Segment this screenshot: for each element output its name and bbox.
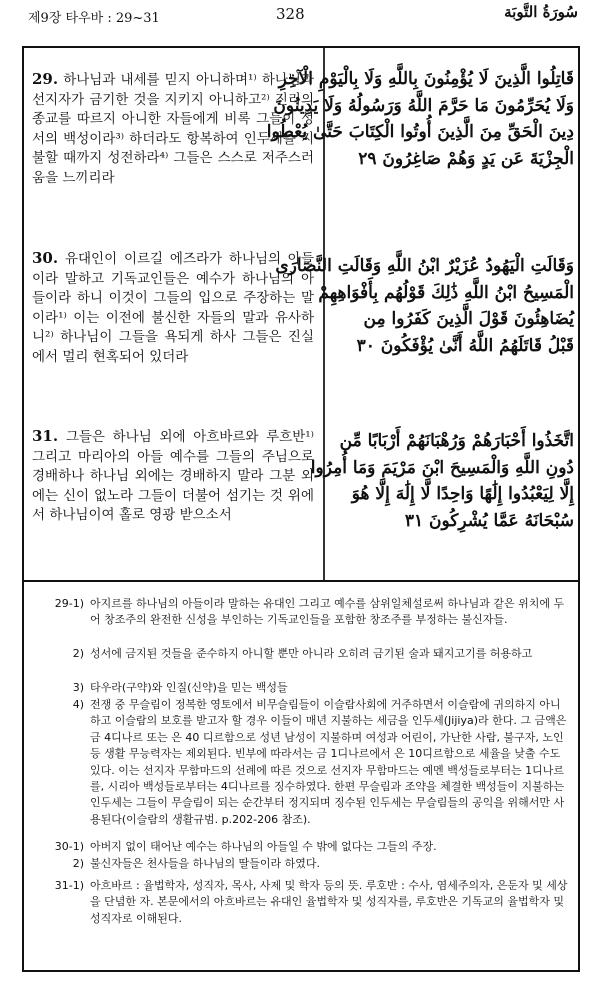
- arabic-line: قَبْلُ قَاتَلَهُمُ اللَّهُ أَنَّىٰ يُؤْفَكُونَ ٣٠: [356, 335, 574, 356]
- footnote-label: 29-1): [54, 597, 84, 610]
- page-header: [0, 0, 600, 30]
- footnote-text: 타우라(구약)와 인질(신약)을 믿는 백성들: [90, 681, 288, 694]
- chapter-reference: 제9장 타우바 : 29~31: [28, 11, 160, 26]
- page-number: 328: [276, 5, 305, 23]
- verse-text: 유대인이 이르길 에즈라가 하나님의 아들이라 말하고 기독교인들은 예수가 하나님의 아들이라 하니 이것이 그들의 입으로 주장하는 말이라¹⁾ 이는 이전에 불신한 자들의 말과 유사하니²⁾ 하나님이 그들을 욕되게 하사 그들은 진실에서 멀리 현혹되어 있더라: [32, 251, 314, 365]
- verse-31-arabic: [310, 428, 574, 534]
- footnote-text: 아지르를 하나님의 아들이라 말하는 유대인 그리고 예수를 삼위일체설로써 하나님과 같은 위치에 두어 창조주의 완전한 신성을 부인하는 기독교인들을 포함한 창조주를 부정하는 불신자들.: [90, 597, 565, 627]
- verse-30-arabic: [275, 253, 574, 359]
- verse-number: 31.: [32, 427, 59, 445]
- footnote-text: 불신자들은 천사들을 하나님의 딸들이라 하였다.: [90, 857, 321, 870]
- footnote-label: 3): [72, 681, 84, 694]
- footnote-label: 2): [72, 857, 84, 870]
- footnote-text: 성서에 금지된 것들을 준수하지 아니할 뿐만 아니라 오히려 금기된 술과 돼지고기를 허용하고: [90, 647, 533, 660]
- footnote-label: 2): [72, 647, 84, 660]
- verse-31-translation: [32, 427, 314, 526]
- arabic-line: قَاتِلُوا الَّذِينَ لَا يُؤْمِنُونَ بِاللَّهِ وَلَا بِالْيَوْمِ الْآخِرِ: [278, 69, 574, 89]
- verses-frame: [22, 46, 580, 582]
- footnote-label: 30-1): [54, 840, 84, 853]
- verse-number: 30.: [32, 249, 59, 267]
- arabic-line: اتَّخَذُوا أَحْبَارَهُمْ وَرُهْبَانَهُمْ أَرْبَابًا مِّن: [339, 431, 574, 451]
- surah-title: سُورَةُ التَّوبَة: [504, 3, 578, 21]
- arabic-line: سُبْحَانَهُ عَمَّا يُشْرِكُونَ ٣١: [404, 510, 574, 531]
- arabic-line: الْمَسِيحُ ابْنُ اللَّهِ ذَٰلِكَ قَوْلُهُم بِأَفْوَاهِهِمْ: [318, 282, 574, 303]
- arabic-line: الْجِزْيَةَ عَن يَدٍ وَهُمْ صَاغِرُونَ ٢٩: [358, 148, 574, 169]
- verse-text: 하나님과 내세를 믿지 아니하며¹⁾ 하나님과 선지자가 금기한 것을 지키지 아니하고²⁾ 진리의 종교를 따르지 아니한 자들에게 비록 그들이 성서의 백성이라³⁾ 하더라도 항복하여 인두세를 지불할 때까지 성전하라⁴⁾ 그들은 스스로 저주스러움을 느끼리라: [32, 72, 314, 186]
- footnotes: [22, 582, 580, 972]
- footnote-text: 전쟁 중 무슬림이 정복한 영토에서 비무슬림들이 이슬람사회에 거주하면서 이슬람에 귀의하지 아니하고 이슬람의 보호를 받고자 할 경우 이들이 매년 지불하는 세금을 인두세(Jijiya)라 한다. 그 금액은 금 4디나르 또는 은 40 디르함으로 성년 남성이 지불하며 여성과 어린이, 가난한 사람, 불구자, 노인 등 생활 무능력자는 제외된다. 빈부에 따라서는 금 1디나르에서 은 10디르함으로 세율을 낮출 수도 있다. 이는 선지자 무함마드의 선례에 따른 것으로 선지자 무함마드는 예멘 백성들로부터는 1디나르를, 시리아 백성들로부터는 4디나르를 징수하였다. 한편 무슬림과 조약을 체결한 백성들이 지불하는 인두세는 그들이 무슬림이 되는 순간부터 정지되며 징수된 인두세는 무슬림들의 공익을 위해서만 사용된다(이슬람의 생활규범. p.202-206 참조).: [90, 698, 567, 826]
- arabic-line: دُونِ اللَّهِ وَالْمَسِيحَ ابْنَ مَرْيَمَ وَمَا أُمِرُوا: [310, 457, 574, 478]
- footnote-text: 아버지 없이 태어난 예수는 하나님의 아들일 수 밖에 없다는 그들의 주장.: [90, 840, 437, 853]
- verse-30-translation: [32, 249, 314, 368]
- verse-text: 그들은 하나님 외에 아흐바르와 루흐반¹⁾ 그리고 마리아의 아들 예수를 그들의 주님으로 경배하나 하나님 외에는 경배하지 말라 그분 외에는 신이 없노라 그들이 더불어 섬기는 것 위에서 하나님이여 홀로 영광 받으소서: [32, 429, 314, 524]
- arabic-line: يُضَاهِئُونَ قَوْلَ الَّذِينَ كَفَرُوا مِن: [363, 309, 574, 329]
- footnote-text: 아흐바르 : 율법학자, 성직자, 목사, 사제 및 학자 등의 뜻. 루호반 : 수사, 염세주의자, 은둔자 및 세상을 단념한 자. 본문에서의 아흐바르는 유대인 율법학자 및 성직자를, 루호반은 기독교의 율법학자 및 성직자로 이해된다.: [90, 879, 568, 925]
- arabic-line: وَقَالَتِ الْيَهُودُ عُزَيْرٌ ابْنُ اللَّهِ وَقَالَتِ النَّصَارَى: [275, 256, 574, 276]
- arabic-line: دِينَ الْحَقِّ مِنَ الَّذِينَ أُوتُوا الْكِتَابَ حَتَّىٰ يُعْطُوا: [266, 122, 574, 142]
- verse-number: 29.: [32, 70, 59, 88]
- arabic-line: وَلَا يُحَرِّمُونَ مَا حَرَّمَ اللَّهُ وَرَسُولُهُ وَلَا يَدِينُونَ: [273, 95, 574, 116]
- footnote-label: 4): [72, 698, 84, 711]
- arabic-line: إِلَّا لِيَعْبُدُوا إِلَٰهًا وَاحِدًا لَّا إِلَٰهَ إِلَّا هُوَ: [351, 484, 574, 504]
- footnote-label: 31-1): [54, 879, 84, 892]
- verse-29-arabic: [266, 66, 574, 172]
